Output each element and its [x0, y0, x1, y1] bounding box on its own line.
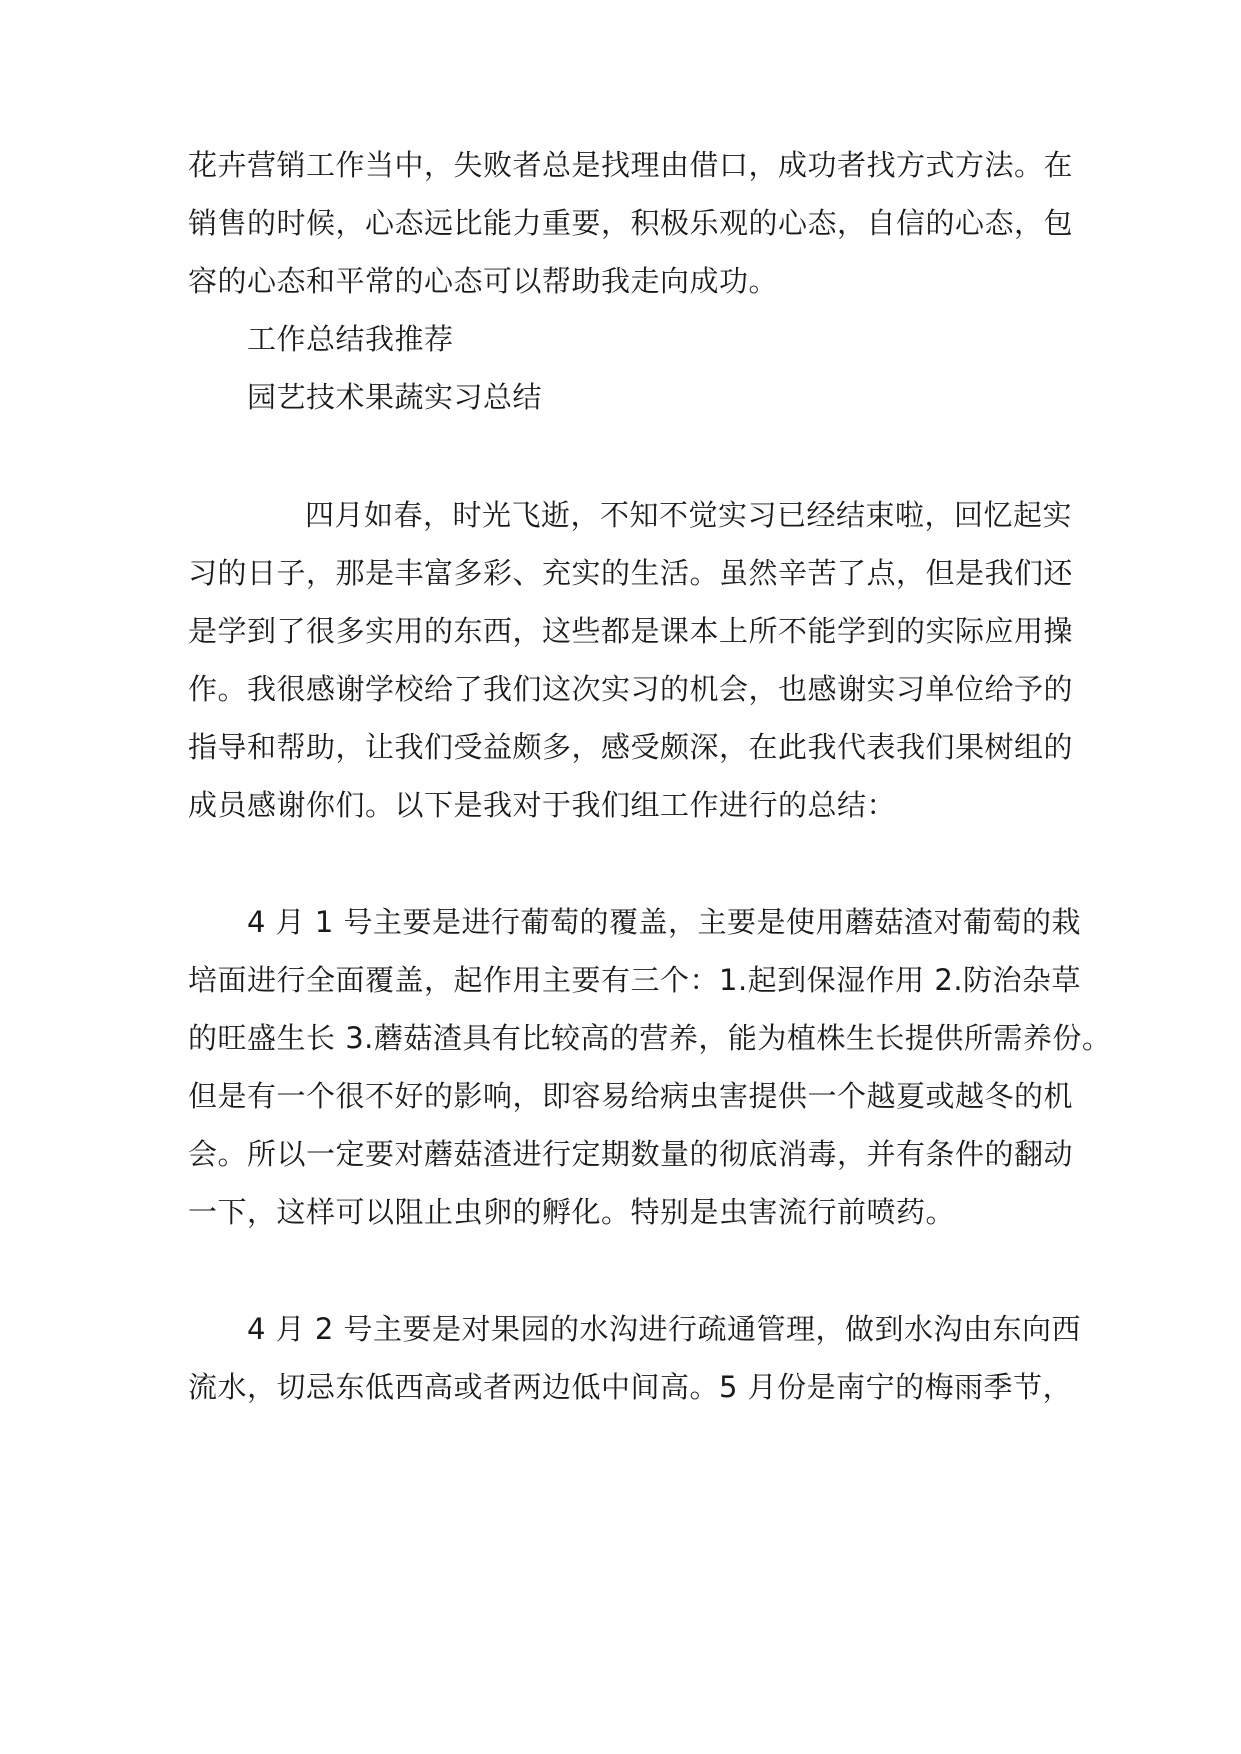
paragraph-line: 4 月 1 号主要是进行葡萄的覆盖，主要是使用蘑菇渣对葡萄的栽: [247, 905, 1082, 939]
paragraph-line: 习的日子，那是丰富多彩、充实的生活。虽然辛苦了点，但是我们还: [188, 556, 1074, 590]
paragraph-line: 容的心态和平常的心态可以帮助我走向成功。: [188, 264, 779, 298]
paragraph-line: 流水，切忌东低西高或者两边低中间高。5 月份是南宁的梅雨季节，: [188, 1370, 1073, 1404]
recommend-heading: 工作总结我推荐: [247, 322, 454, 356]
paragraph-line: 是学到了很多实用的东西，这些都是课本上所不能学到的实际应用操: [188, 614, 1074, 648]
paragraph-line: 销售的时候，心态远比能力重要，积极乐观的心态，自信的心态，包: [188, 206, 1074, 240]
paragraph-line: 花卉营销工作当中，失败者总是找理由借口，成功者找方式方法。在: [188, 148, 1074, 182]
paragraph-line: 但是有一个很不好的影响，即容易给病虫害提供一个越夏或越冬的机: [188, 1079, 1074, 1113]
paragraph-line: 成员感谢你们。以下是我对于我们组工作进行的总结：: [188, 788, 897, 822]
paragraph-line: 的旺盛生长 3.蘑菇渣具有比较高的营养，能为植株生长提供所需养份。: [188, 1021, 1112, 1055]
paragraph-line: 会。所以一定要对蘑菇渣进行定期数量的彻底消毒，并有条件的翻动: [188, 1137, 1074, 1171]
article-title: 园艺技术果蔬实习总结: [247, 380, 543, 414]
paragraph-line: 四月如春，时光飞逝，不知不觉实习已经结束啦，回忆起实: [305, 498, 1073, 532]
paragraph-line: 指导和帮助，让我们受益颇多，感受颇深，在此我代表我们果树组的: [188, 730, 1074, 764]
paragraph-line: 培面进行全面覆盖，起作用主要有三个：1.起到保湿作用 2.防治杂草: [188, 963, 1082, 997]
paragraph-line: 作。我很感谢学校给了我们这次实习的机会，也感谢实习单位给予的: [188, 672, 1074, 706]
paragraph-line: 一下，这样可以阻止虫卵的孵化。特别是虫害流行前喷药。: [188, 1195, 956, 1229]
paragraph-line: 4 月 2 号主要是对果园的水沟进行疏通管理，做到水沟由东向西: [247, 1312, 1082, 1346]
